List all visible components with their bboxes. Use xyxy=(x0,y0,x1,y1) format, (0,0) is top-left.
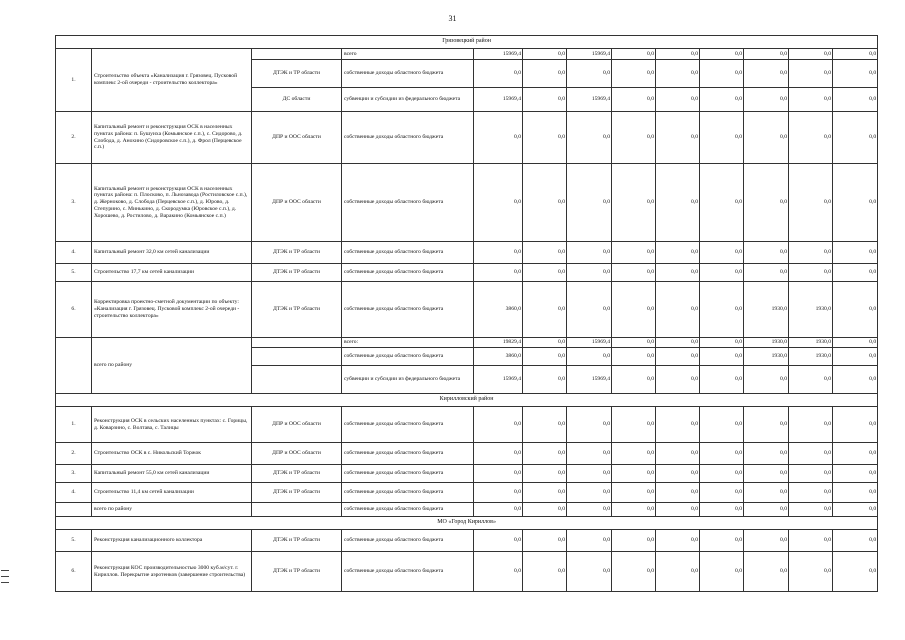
value-cell: 0,0 xyxy=(656,282,700,338)
value-cell: 15969,4 xyxy=(567,49,612,60)
executor xyxy=(252,503,342,517)
value-cell: 0,0 xyxy=(612,49,656,60)
executor: ДПР и ООС области xyxy=(252,164,342,242)
row-number xyxy=(56,338,92,394)
value-cell: 0,0 xyxy=(474,552,523,592)
section-title: МО «Город Кириллов» xyxy=(56,517,878,530)
table-row xyxy=(56,443,878,465)
object-name: Реконструкция ОСК в сельских населенных пунктах: с. Горицы, д. Коварзино, с. Волтава, с. Талицы xyxy=(92,407,252,443)
section-header-row xyxy=(56,517,878,530)
value-cell: 0,0 xyxy=(833,164,878,242)
value-cell: 0,0 xyxy=(523,49,567,60)
funding-source: собственные доходы областного бюджета xyxy=(342,60,474,88)
object-name: Корректировка проектно-сметной документации по объекту: «Канализация г. Грязовец. Пусковой комплекс 2-ой очереди - строительство коллектора» xyxy=(92,282,252,338)
value-cell: 0,0 xyxy=(789,264,833,282)
value-cell: 0,0 xyxy=(700,407,744,443)
row-number: 2. xyxy=(56,443,92,465)
section-title: Кирилловский район xyxy=(56,394,878,407)
value-cell: 0,0 xyxy=(474,443,523,465)
funding-source: собственные доходы областного бюджета xyxy=(342,264,474,282)
value-cell: 0,0 xyxy=(833,264,878,282)
object-name: Строительство 11,4 км сетей канализации xyxy=(92,483,252,503)
executor: ДТЭК и ТР области xyxy=(252,483,342,503)
value-cell: 0,0 xyxy=(612,264,656,282)
funding-source: собственные доходы областного бюджета xyxy=(342,443,474,465)
value-cell: 0,0 xyxy=(567,242,612,264)
value-cell: 0,0 xyxy=(567,60,612,88)
row-number xyxy=(56,503,92,517)
value-cell: 1930,0 xyxy=(744,282,789,338)
value-cell: 0,0 xyxy=(833,366,878,394)
value-cell: 0,0 xyxy=(744,443,789,465)
value-cell: 0,0 xyxy=(744,49,789,60)
funding-source: всего xyxy=(342,49,474,60)
object-name: Строительство 17,7 км сетей канализации xyxy=(92,264,252,282)
value-cell: 0,0 xyxy=(744,530,789,552)
funding-source: собственные доходы областного бюджета xyxy=(342,407,474,443)
object-name: Строительство ОСК в с. Никольский Торжок xyxy=(92,443,252,465)
value-cell: 0,0 xyxy=(656,348,700,366)
section-header-row xyxy=(56,36,878,49)
value-cell: 0,0 xyxy=(567,503,612,517)
value-cell: 0,0 xyxy=(789,164,833,242)
value-cell: 0,0 xyxy=(612,552,656,592)
value-cell: 1930,0 xyxy=(789,348,833,366)
funding-source: субвенции и субсидии из федерального бюджета xyxy=(342,366,474,394)
value-cell: 0,0 xyxy=(833,530,878,552)
value-cell: 0,0 xyxy=(833,88,878,112)
executor: ДТЭК и ТР области xyxy=(252,282,342,338)
executor xyxy=(252,348,342,366)
value-cell: 0,0 xyxy=(656,465,700,483)
object-name: Капитальный ремонт 55,0 км сетей канализации xyxy=(92,465,252,483)
object-name: Реконструкция канализационного коллектора xyxy=(92,530,252,552)
funding-source: собственные доходы областного бюджета xyxy=(342,242,474,264)
funding-source: собственные доходы областного бюджета xyxy=(342,483,474,503)
value-cell: 0,0 xyxy=(612,443,656,465)
section-header-row xyxy=(56,394,878,407)
value-cell: 0,0 xyxy=(789,483,833,503)
value-cell: 0,0 xyxy=(474,483,523,503)
object-name: Капитальный ремонт 32,0 км сетей канализации xyxy=(92,242,252,264)
value-cell: 0,0 xyxy=(700,503,744,517)
row-number: 4. xyxy=(56,483,92,503)
value-cell: 0,0 xyxy=(789,112,833,164)
value-cell: 0,0 xyxy=(474,242,523,264)
funding-source: собственные доходы областного бюджета xyxy=(342,503,474,517)
value-cell: 0,0 xyxy=(474,503,523,517)
value-cell: 1930,0 xyxy=(789,338,833,348)
value-cell: 0,0 xyxy=(656,552,700,592)
value-cell: 0,0 xyxy=(833,49,878,60)
value-cell: 0,0 xyxy=(700,242,744,264)
value-cell: 0,0 xyxy=(523,483,567,503)
value-cell: 0,0 xyxy=(474,407,523,443)
value-cell: 0,0 xyxy=(700,88,744,112)
row-number: 6. xyxy=(56,282,92,338)
value-cell: 0,0 xyxy=(744,483,789,503)
value-cell: 0,0 xyxy=(833,60,878,88)
executor: ДТЭК и ТР области xyxy=(252,552,342,592)
value-cell: 15969,4 xyxy=(567,88,612,112)
value-cell: 0,0 xyxy=(789,88,833,112)
value-cell: 0,0 xyxy=(612,60,656,88)
value-cell: 0,0 xyxy=(612,282,656,338)
value-cell: 0,0 xyxy=(656,164,700,242)
value-cell: 1930,0 xyxy=(744,348,789,366)
funding-source: собственные доходы областного бюджета xyxy=(342,348,474,366)
value-cell: 15969,4 xyxy=(474,49,523,60)
value-cell: 0,0 xyxy=(700,465,744,483)
value-cell: 0,0 xyxy=(700,443,744,465)
value-cell: 0,0 xyxy=(744,264,789,282)
row-number: 1. xyxy=(56,407,92,443)
table-row xyxy=(56,407,878,443)
value-cell: 0,0 xyxy=(523,338,567,348)
value-cell: 0,0 xyxy=(744,552,789,592)
row-number: 5. xyxy=(56,530,92,552)
value-cell: 0,0 xyxy=(656,443,700,465)
funding-source: собственные доходы областного бюджета xyxy=(342,112,474,164)
value-cell: 0,0 xyxy=(612,465,656,483)
value-cell: 0,0 xyxy=(656,112,700,164)
executor: ДПР и ООС области xyxy=(252,112,342,164)
value-cell: 0,0 xyxy=(744,503,789,517)
value-cell: 0,0 xyxy=(700,282,744,338)
row-number: 3. xyxy=(56,164,92,242)
table-row xyxy=(56,503,878,517)
table-row xyxy=(56,282,878,338)
value-cell: 0,0 xyxy=(789,242,833,264)
executor: ДПР и ООС области xyxy=(252,443,342,465)
value-cell: 0,0 xyxy=(833,407,878,443)
value-cell: 0,0 xyxy=(700,164,744,242)
value-cell: 0,0 xyxy=(700,49,744,60)
value-cell: 15969,4 xyxy=(567,366,612,394)
margin-mark xyxy=(1,576,9,577)
value-cell: 0,0 xyxy=(656,483,700,503)
value-cell: 0,0 xyxy=(744,366,789,394)
value-cell: 0,0 xyxy=(744,465,789,483)
table-row xyxy=(56,530,878,552)
value-cell: 0,0 xyxy=(833,282,878,338)
margin-mark xyxy=(1,570,9,571)
executor: ДТЭК и ТР области xyxy=(252,465,342,483)
table-row xyxy=(56,483,878,503)
page-number: 31 xyxy=(448,14,457,23)
object-name: Реконструкция КОС производительностью 3000 куб.м/сут. г. Кириллов. Перекрытие аэротенков (завершение строительства) xyxy=(92,552,252,592)
funding-source: собственные доходы областного бюджета xyxy=(342,282,474,338)
value-cell: 0,0 xyxy=(833,348,878,366)
margin-mark xyxy=(1,582,9,583)
executor: ДПР и ООС области xyxy=(252,407,342,443)
value-cell: 1930,0 xyxy=(744,338,789,348)
value-cell: 0,0 xyxy=(523,348,567,366)
value-cell: 15969,4 xyxy=(474,366,523,394)
funding-source: собственные доходы областного бюджета xyxy=(342,164,474,242)
value-cell: 0,0 xyxy=(523,112,567,164)
value-cell: 0,0 xyxy=(612,88,656,112)
value-cell: 0,0 xyxy=(567,348,612,366)
value-cell: 0,0 xyxy=(612,242,656,264)
value-cell: 0,0 xyxy=(523,60,567,88)
value-cell: 0,0 xyxy=(833,242,878,264)
value-cell: 0,0 xyxy=(789,443,833,465)
value-cell: 0,0 xyxy=(523,443,567,465)
row-number: 5. xyxy=(56,264,92,282)
value-cell: 0,0 xyxy=(474,60,523,88)
value-cell: 0,0 xyxy=(567,164,612,242)
value-cell: 0,0 xyxy=(789,465,833,483)
value-cell: 0,0 xyxy=(523,503,567,517)
value-cell: 19829,4 xyxy=(474,338,523,348)
value-cell: 15969,4 xyxy=(567,338,612,348)
executor: ДТЭК и ТР области xyxy=(252,264,342,282)
value-cell: 0,0 xyxy=(474,465,523,483)
executor xyxy=(252,366,342,394)
value-cell: 0,0 xyxy=(567,282,612,338)
value-cell: 0,0 xyxy=(789,60,833,88)
table-row xyxy=(56,242,878,264)
value-cell: 0,0 xyxy=(474,264,523,282)
value-cell: 0,0 xyxy=(656,264,700,282)
funding-source: субвенции и субсидии из федерального бюджета xyxy=(342,88,474,112)
value-cell: 0,0 xyxy=(523,530,567,552)
value-cell: 0,0 xyxy=(523,282,567,338)
value-cell: 0,0 xyxy=(833,552,878,592)
value-cell: 0,0 xyxy=(789,530,833,552)
value-cell: 0,0 xyxy=(612,503,656,517)
value-cell: 0,0 xyxy=(789,552,833,592)
table-row xyxy=(56,112,878,164)
value-cell: 0,0 xyxy=(523,264,567,282)
funding-source: собственные доходы областного бюджета xyxy=(342,465,474,483)
value-cell: 0,0 xyxy=(474,530,523,552)
value-cell: 0,0 xyxy=(567,483,612,503)
value-cell: 0,0 xyxy=(744,407,789,443)
value-cell: 0,0 xyxy=(612,112,656,164)
table-row xyxy=(56,264,878,282)
value-cell: 0,0 xyxy=(833,112,878,164)
executor: ДС области xyxy=(252,88,342,112)
value-cell: 0,0 xyxy=(612,366,656,394)
value-cell: 0,0 xyxy=(656,49,700,60)
value-cell: 0,0 xyxy=(656,530,700,552)
value-cell: 0,0 xyxy=(523,242,567,264)
object-name: всего по району xyxy=(92,338,252,394)
value-cell: 0,0 xyxy=(523,88,567,112)
value-cell: 0,0 xyxy=(700,338,744,348)
value-cell: 0,0 xyxy=(523,366,567,394)
value-cell: 0,0 xyxy=(523,407,567,443)
value-cell: 0,0 xyxy=(700,483,744,503)
value-cell: 0,0 xyxy=(523,465,567,483)
value-cell: 0,0 xyxy=(744,88,789,112)
object-name: Капитальный ремонт и реконструкция ОСК в населенных пунктах района: п. Бушуиха (Комьянское с.п.), с. Сидорово, д. Слобода, д. Анохино (Сидоровское с.п.), д. Фрол (Перцевское с.п.) xyxy=(92,112,252,164)
row-number: 2. xyxy=(56,112,92,164)
value-cell: 0,0 xyxy=(700,366,744,394)
value-cell: 0,0 xyxy=(789,366,833,394)
funding-source: собственные доходы областного бюджета xyxy=(342,552,474,592)
funding-source: собственные доходы областного бюджета xyxy=(342,530,474,552)
table-row xyxy=(56,552,878,592)
row-number: 1. xyxy=(56,49,92,112)
value-cell: 0,0 xyxy=(789,407,833,443)
value-cell: 0,0 xyxy=(567,112,612,164)
value-cell: 15969,4 xyxy=(474,88,523,112)
value-cell: 0,0 xyxy=(833,503,878,517)
value-cell: 0,0 xyxy=(523,164,567,242)
value-cell: 0,0 xyxy=(612,164,656,242)
value-cell: 0,0 xyxy=(833,443,878,465)
executor: ДТЭК и ТР области xyxy=(252,60,342,88)
value-cell: 0,0 xyxy=(700,348,744,366)
value-cell: 0,0 xyxy=(833,338,878,348)
value-cell: 0,0 xyxy=(833,483,878,503)
table-row xyxy=(56,164,878,242)
funding-source: всего: xyxy=(342,338,474,348)
row-number: 6. xyxy=(56,552,92,592)
budget-table xyxy=(55,35,878,592)
table-row xyxy=(56,338,878,348)
value-cell: 0,0 xyxy=(744,60,789,88)
value-cell: 0,0 xyxy=(700,552,744,592)
table-row xyxy=(56,465,878,483)
value-cell: 0,0 xyxy=(523,552,567,592)
value-cell: 0,0 xyxy=(567,443,612,465)
value-cell: 0,0 xyxy=(656,60,700,88)
value-cell: 0,0 xyxy=(744,242,789,264)
value-cell: 0,0 xyxy=(612,338,656,348)
value-cell: 1930,0 xyxy=(789,282,833,338)
value-cell: 0,0 xyxy=(744,164,789,242)
value-cell: 0,0 xyxy=(612,483,656,503)
value-cell: 0,0 xyxy=(700,264,744,282)
value-cell: 0,0 xyxy=(567,264,612,282)
value-cell: 0,0 xyxy=(656,338,700,348)
value-cell: 0,0 xyxy=(567,407,612,443)
value-cell: 3860,0 xyxy=(474,282,523,338)
row-number: 4. xyxy=(56,242,92,264)
value-cell: 0,0 xyxy=(567,530,612,552)
section-title: Грязовецкий район xyxy=(56,36,878,49)
value-cell: 0,0 xyxy=(612,407,656,443)
value-cell: 0,0 xyxy=(656,88,700,112)
value-cell: 0,0 xyxy=(744,112,789,164)
value-cell: 0,0 xyxy=(612,348,656,366)
executor: ДТЭК и ТР области xyxy=(252,530,342,552)
row-number: 3. xyxy=(56,465,92,483)
object-name: Строительство объекта «Канализация г. Грязовец. Пусковой комплекс 2-ой очереди - строительство коллектора» xyxy=(92,49,252,112)
value-cell: 0,0 xyxy=(567,465,612,483)
executor: ДТЭК и ТР области xyxy=(252,242,342,264)
value-cell: 0,0 xyxy=(789,503,833,517)
value-cell: 0,0 xyxy=(656,366,700,394)
object-name: Капитальный ремонт и реконструкция ОСК в населенных пунктах района: п. Плосково, п. Льнозавода (Ростиловское с.п.), д. Жерноково, д. Слобода (Перцевское с.п.), д. Юрово, д. Степурино, с. Минькино, д. Скородумка (Юровское с.п.), д. Хорошево, д. Ростилово, д. Варакино (Комьянское с.п.) xyxy=(92,164,252,242)
value-cell: 0,0 xyxy=(700,530,744,552)
value-cell: 0,0 xyxy=(474,164,523,242)
value-cell: 0,0 xyxy=(656,242,700,264)
object-name: всего по району xyxy=(92,503,252,517)
table-row xyxy=(56,49,878,60)
value-cell: 0,0 xyxy=(474,112,523,164)
value-cell: 0,0 xyxy=(700,112,744,164)
value-cell: 0,0 xyxy=(656,503,700,517)
value-cell: 0,0 xyxy=(789,49,833,60)
executor xyxy=(252,338,342,348)
executor xyxy=(252,49,342,60)
value-cell: 0,0 xyxy=(567,552,612,592)
value-cell: 0,0 xyxy=(700,60,744,88)
value-cell: 0,0 xyxy=(612,530,656,552)
value-cell: 0,0 xyxy=(833,465,878,483)
value-cell: 0,0 xyxy=(656,407,700,443)
value-cell: 3860,0 xyxy=(474,348,523,366)
